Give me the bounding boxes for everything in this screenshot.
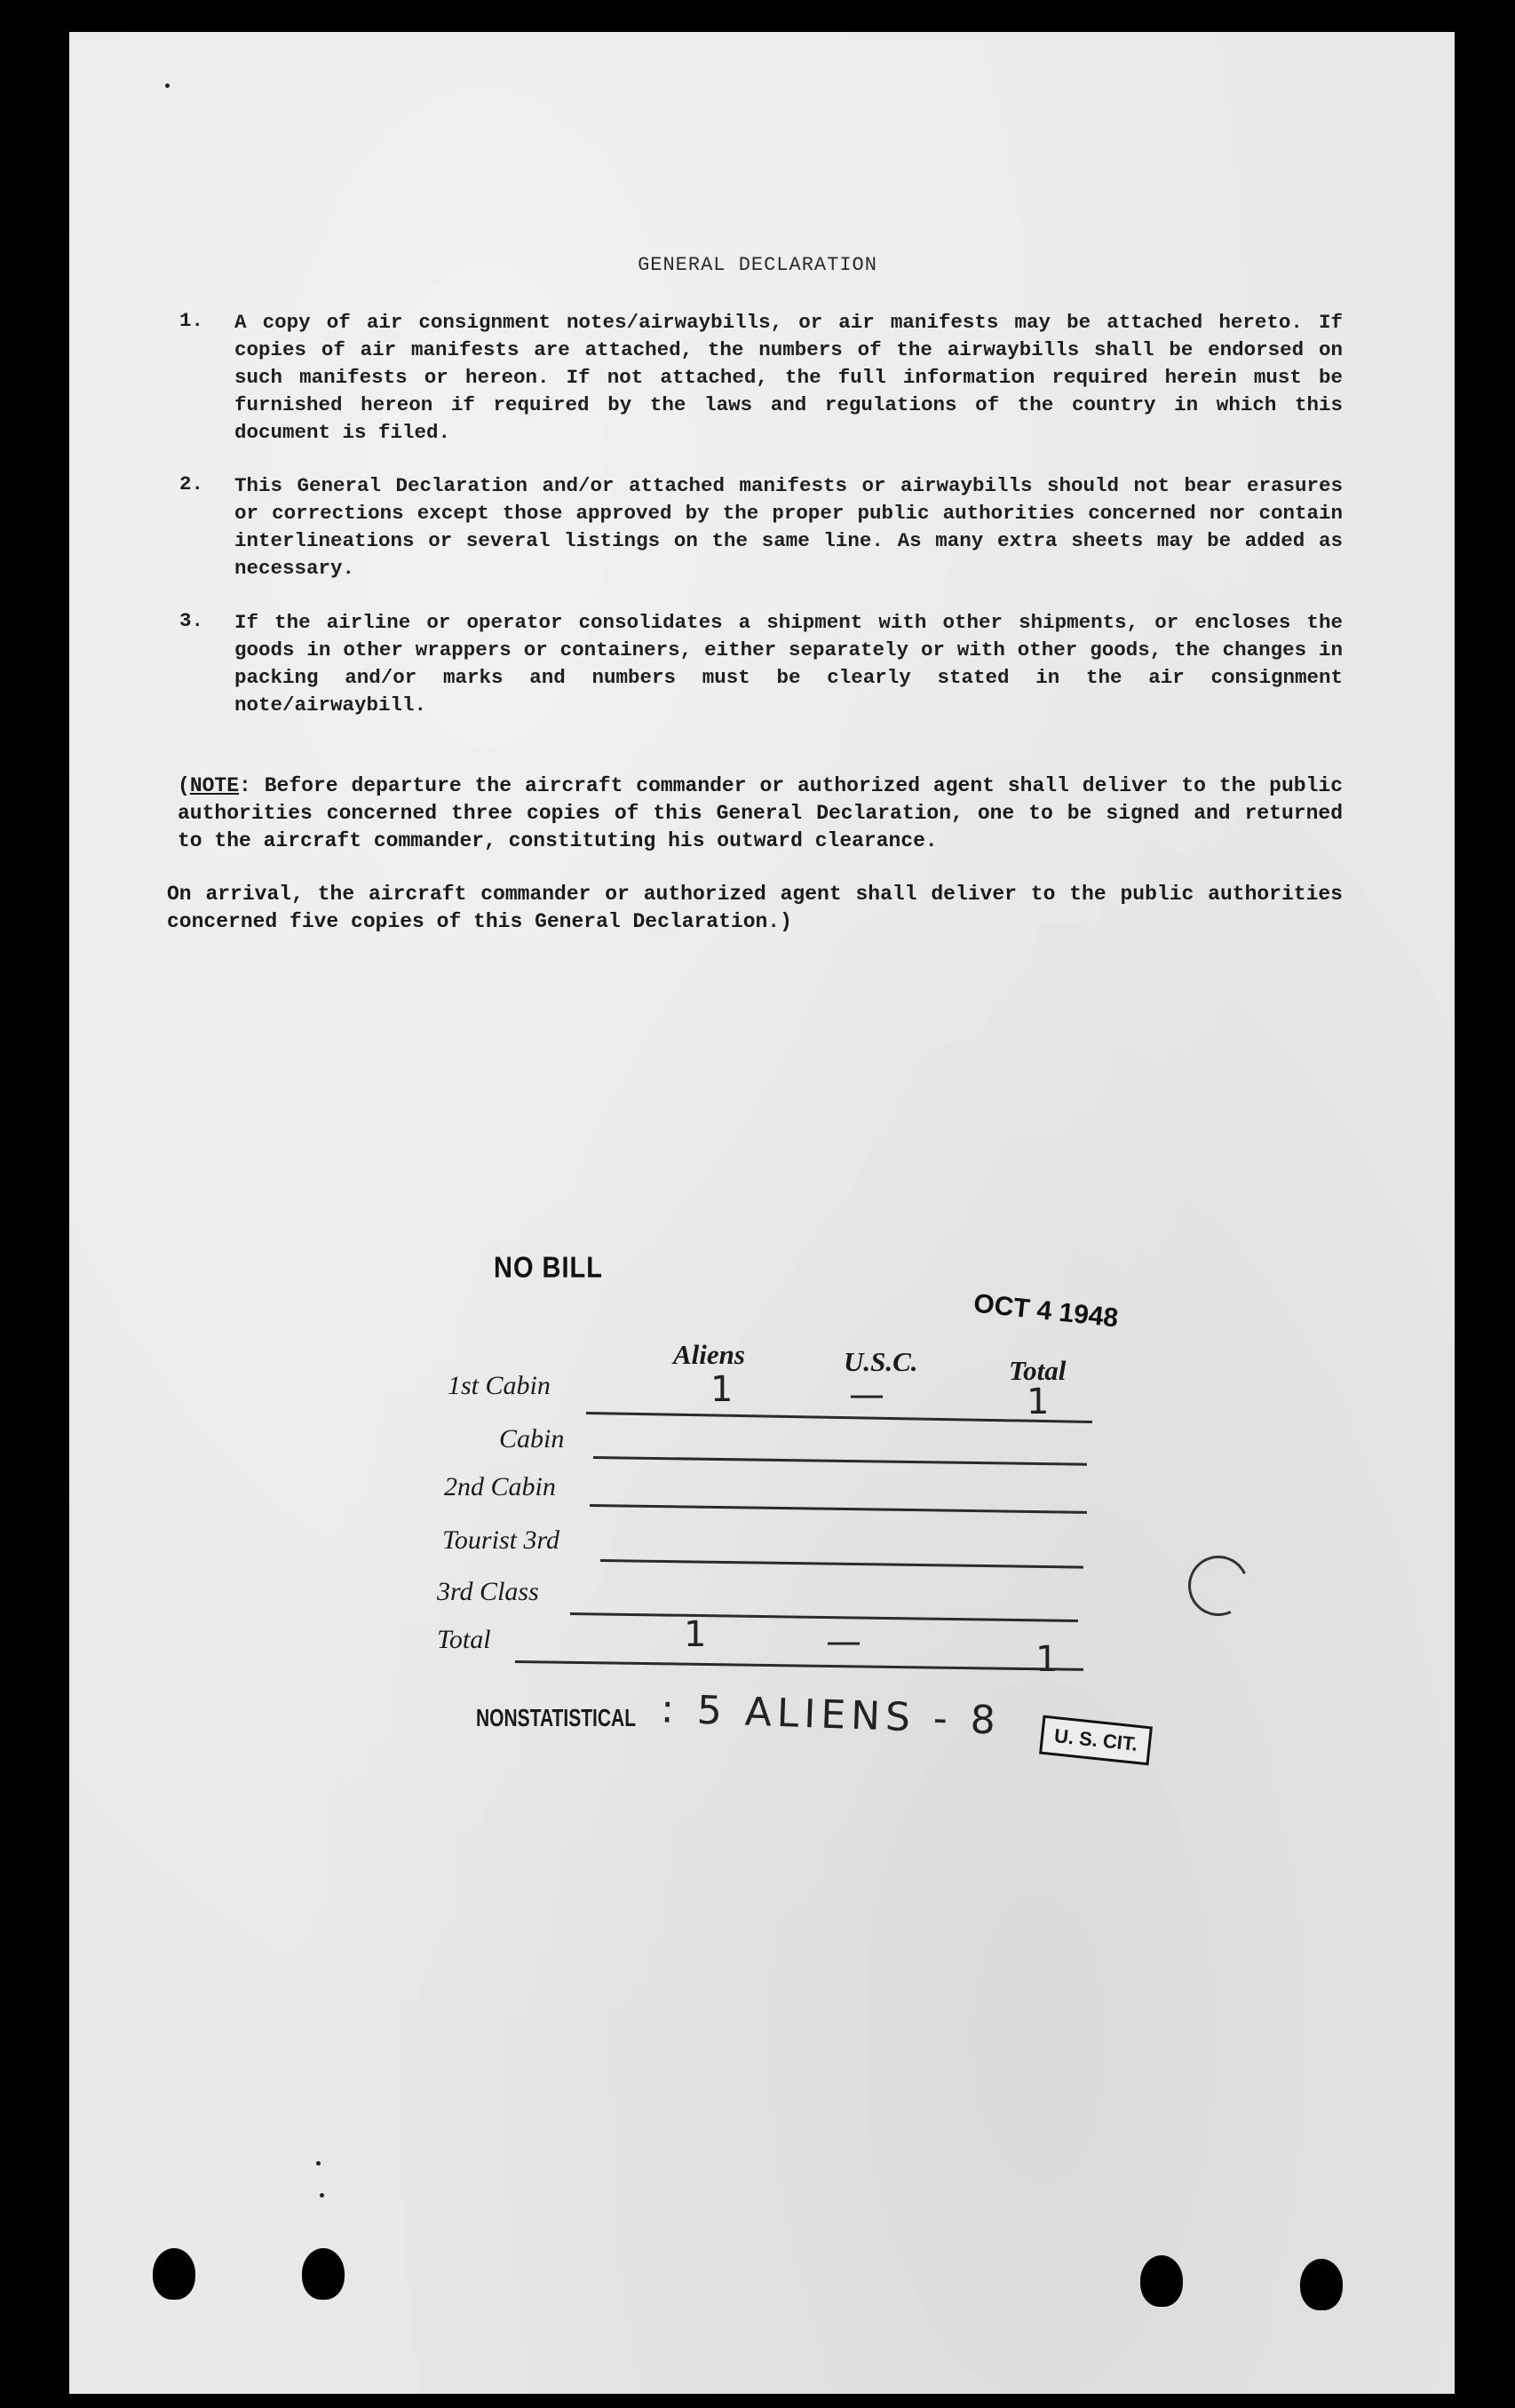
speck <box>165 83 170 88</box>
speck <box>316 2161 321 2166</box>
note-label: NOTE <box>189 774 240 797</box>
punch-hole <box>1300 2259 1343 2310</box>
value-1st-aliens: 1 <box>710 1369 734 1410</box>
speck <box>320 2193 324 2198</box>
value-1st-total: 1 <box>1027 1382 1050 1422</box>
value-1st-usc: — <box>849 1374 884 1415</box>
column-header-aliens: Aliens <box>673 1339 745 1370</box>
note-departure: (NOTE: Before departure the aircraft commander or authorized agent shall deliver to the public authorities concerned three copies of this General Declaration, one to be signed and returned to the aircraft commander, constituting his outward clearance. <box>178 774 1343 852</box>
date-stamp: OCT 4 1948 <box>972 1288 1120 1334</box>
column-header-total: Total <box>1009 1355 1067 1386</box>
row-label-2nd-cabin: 2nd Cabin <box>444 1472 556 1501</box>
row-label-1st-cabin: 1st Cabin <box>448 1371 551 1400</box>
handwritten-aliens-note: : 5 ALIENS - 8 <box>660 1686 1002 1744</box>
punch-hole <box>302 2248 345 2300</box>
row-label-3rd-class: 3rd Class <box>437 1577 539 1606</box>
us-cit-stamp: U. S. CIT. <box>1039 1715 1153 1766</box>
no-bill-stamp: NO BILL <box>494 1251 603 1285</box>
item-1-number: 1. <box>179 309 204 332</box>
row-label-total: Total <box>437 1625 491 1654</box>
row-label-cabin: Cabin <box>499 1424 565 1454</box>
note-departure-text: : Before departure the aircraft commander or authorized agent shall deliver to the public authorities concerned three copies of this General Declaration, one to be signed and returned to the aircraft commander, constituting his outward clearance. <box>178 774 1343 852</box>
value-total-usc: — <box>826 1621 861 1662</box>
column-header-usc: U.S.C. <box>844 1346 918 1377</box>
value-total-aliens: 1 <box>684 1614 707 1655</box>
punch-hole <box>153 2248 195 2300</box>
value-total-total: 1 <box>1035 1639 1059 1680</box>
row-label-tourist-3rd: Tourist 3rd <box>442 1525 560 1555</box>
item-2-text: This General Declaration and/or attached manifests or airwaybills should not bear erasures or corrections except those approved by the proper public authorities concerned nor contain interlineations or several listings on the same line. As many extra sheets may be added as necessary. <box>234 474 1343 580</box>
punch-hole <box>1140 2255 1183 2307</box>
item-2-number: 2. <box>179 472 204 495</box>
document-title: GENERAL DECLARATION <box>638 254 877 276</box>
item-3-text: If the airline or operator consolidates a shipment with other shipments, or encloses the goods in other wrappers or containers, either separately or with other goods, the changes in packing and/or marks and numbers must be clearly stated in the air consignment note/airwaybill. <box>234 611 1343 717</box>
item-3-number: 3. <box>179 609 204 632</box>
nonstatistical-stamp: NONSTATISTICAL <box>476 1705 637 1732</box>
item-1-text: A copy of air consignment notes/airwaybills, or air manifests may be attached hereto. If copies of air manifests are attached, the numbers of the airwaybills shall be endorsed on such manifests or hereon. If not attached, the full information required herein must be furnished hereon if required by the laws and regulations of the country in which this document is filed. <box>234 311 1343 444</box>
note-arrival: On arrival, the aircraft commander or authorized agent shall deliver to the public authorities concerned five copies of this General Declaration.) <box>167 883 1343 933</box>
